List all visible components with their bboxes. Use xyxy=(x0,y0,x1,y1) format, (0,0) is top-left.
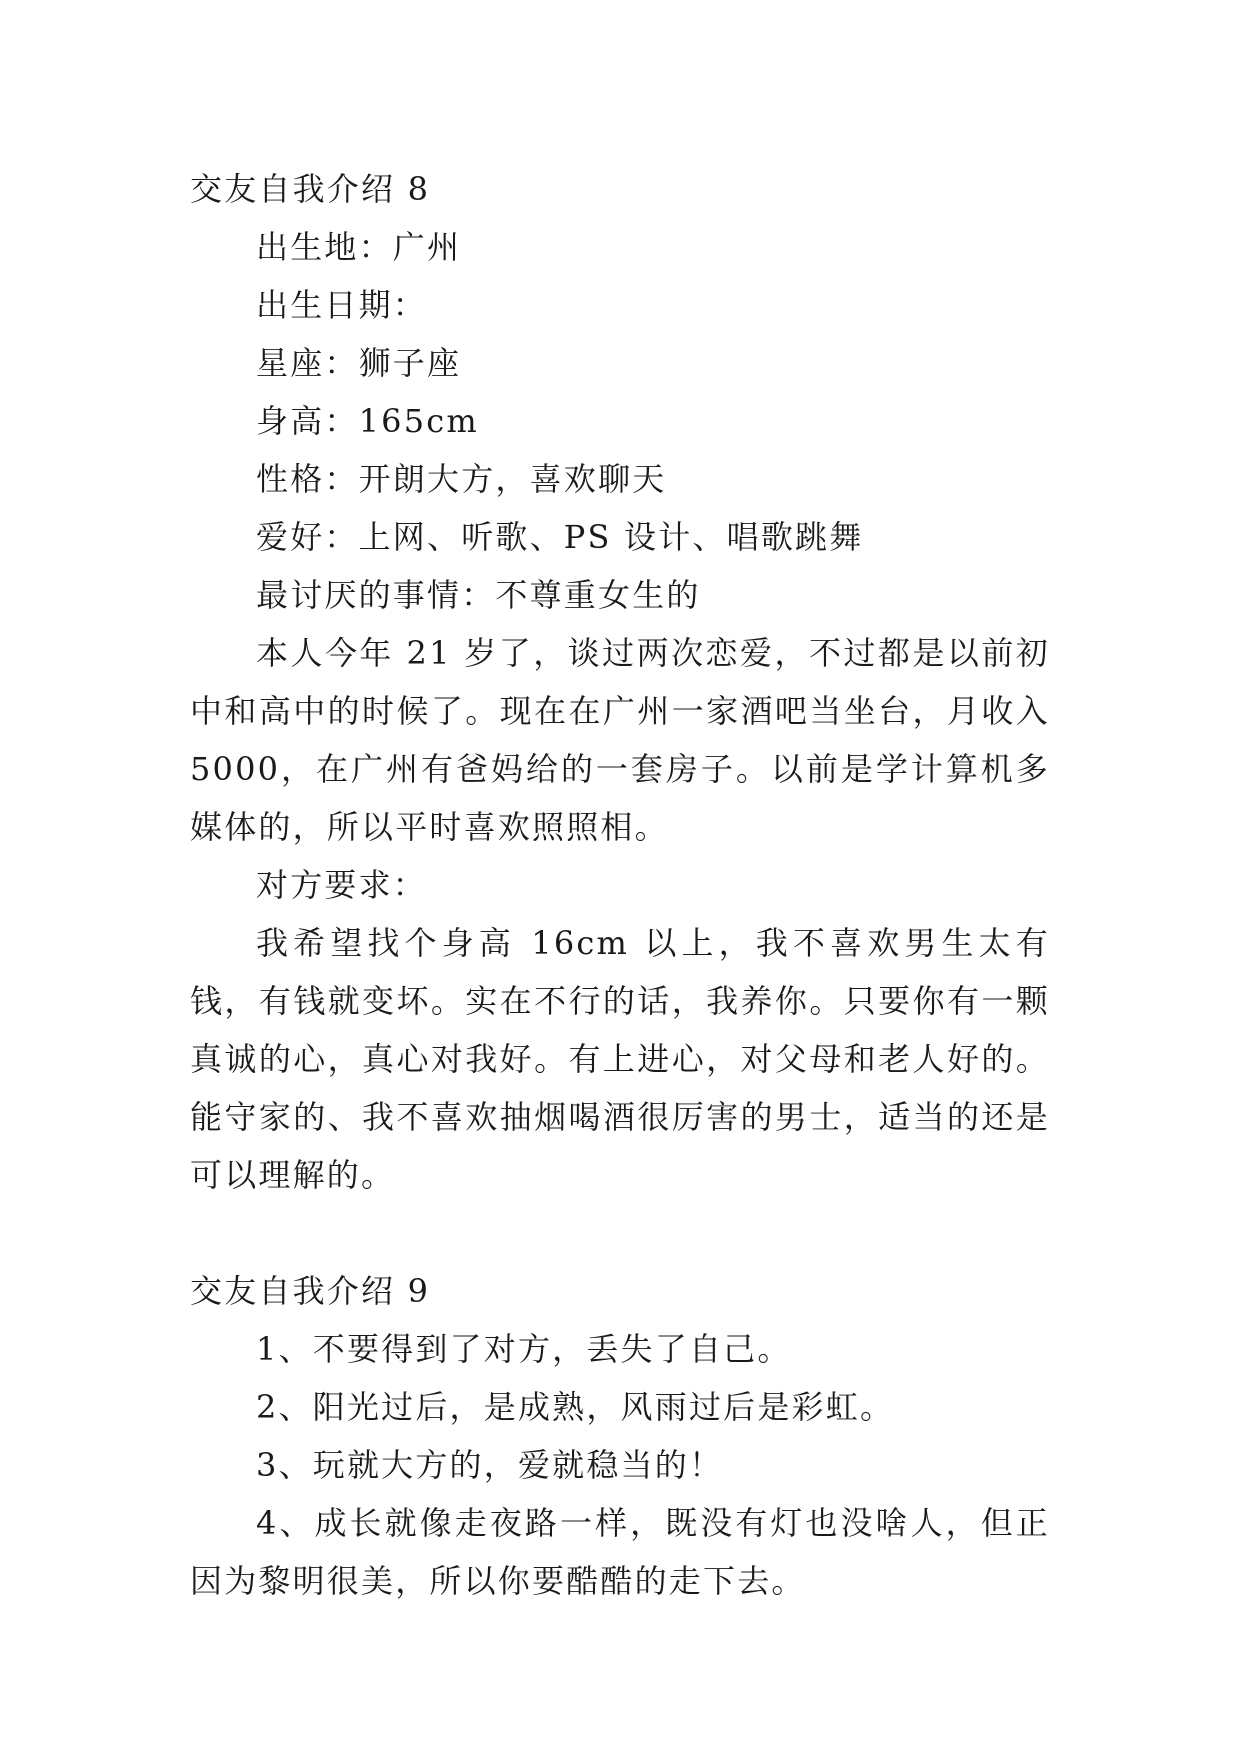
document-page xyxy=(190,160,1050,1610)
section-spacer xyxy=(190,1204,1050,1262)
requirements-label: 对方要求： xyxy=(256,866,428,904)
list-item: 2、阳光过后，是成熟，风雨过后是彩虹。 xyxy=(256,1388,895,1426)
requirements-paragraph: 我希望找个身高 16cm 以上，我不喜欢男生太有钱，有钱就变坏。实在不行的话，我养你。只要你有一颗真诚的心，真心对我好。有上进心，对父母和老人好的。能守家的、我不喜欢抽烟喝酒很厉害的男士，适当的还是可以理解的。 xyxy=(190,924,1050,1194)
intro-paragraph: 本人今年 21 岁了，谈过两次恋爱，不过都是以前初中和高中的时候了。现在在广州一家酒吧当坐台，月收入 5000，在广州有爸妈给的一套房子。以前是学计算机多媒体的，所以平时喜欢照照相。 xyxy=(190,634,1050,846)
list-item: 1、不要得到了对方，丢失了自己。 xyxy=(256,1330,792,1368)
field-personality: 性格：开朗大方，喜欢聊天 xyxy=(256,460,667,498)
list-item: 3、玩就大方的，爱就稳当的！ xyxy=(256,1446,724,1484)
field-height: 身高：165cm xyxy=(256,402,479,440)
section-9-title: 交友自我介绍 9 xyxy=(190,1272,431,1310)
field-birthplace: 出生地：广州 xyxy=(256,228,462,266)
field-hobbies: 爱好：上网、听歌、PS 设计、唱歌跳舞 xyxy=(256,518,864,556)
field-dislikes: 最讨厌的事情：不尊重女生的 xyxy=(256,576,701,614)
field-zodiac: 星座：狮子座 xyxy=(256,344,462,382)
field-birthdate: 出生日期： xyxy=(256,286,428,324)
section-8-title: 交友自我介绍 8 xyxy=(190,170,431,208)
list-item: 4、成长就像走夜路一样，既没有灯也没啥人，但正因为黎明很美，所以你要酷酷的走下去。 xyxy=(190,1504,1050,1600)
